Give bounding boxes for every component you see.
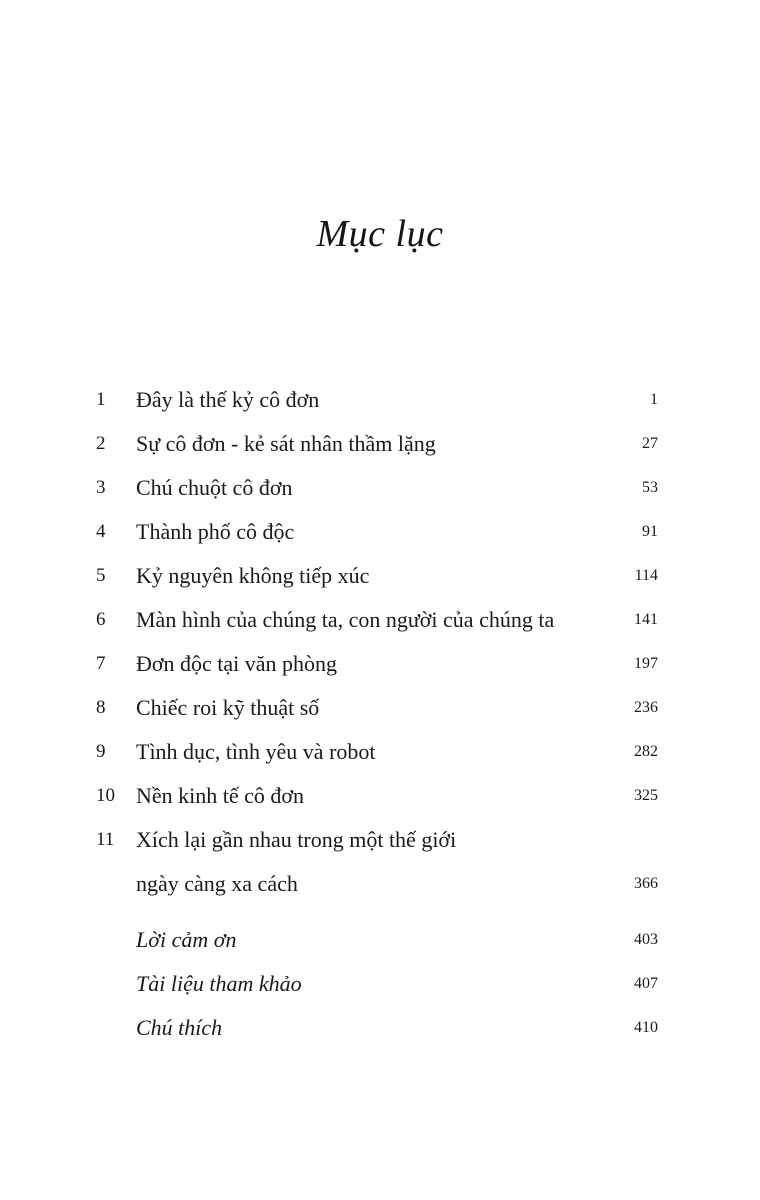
backmatter-title: Lời cảm ơn	[136, 927, 237, 952]
backmatter-page: 410	[634, 1019, 658, 1036]
chapter-number: 10	[96, 785, 115, 806]
chapter-number: 5	[96, 565, 106, 586]
toc-entry-4	[96, 510, 658, 554]
chapter-number: 8	[96, 697, 106, 718]
chapter-title: Màn hình của chúng ta, con người của chúng ta	[136, 607, 555, 632]
backmatter-references	[96, 962, 658, 1006]
toc-entry-10	[96, 774, 658, 818]
backmatter-list	[96, 918, 658, 1050]
backmatter-title: Chú thích	[136, 1015, 223, 1040]
chapter-page: 197	[634, 655, 658, 672]
chapter-page: 114	[634, 567, 658, 584]
toc-entry-2	[96, 422, 658, 466]
chapter-number: 6	[96, 609, 106, 630]
chapter-title: Chú chuột cô đơn	[136, 475, 293, 500]
chapter-title: Đơn độc tại văn phòng	[136, 651, 338, 676]
chapter-page: 366	[634, 875, 658, 892]
toc-entry-1	[96, 378, 658, 422]
backmatter-notes	[96, 1006, 658, 1050]
chapter-title: Thành phố cô độc	[136, 519, 295, 544]
chapter-number: 3	[96, 477, 106, 498]
backmatter-page: 403	[634, 931, 658, 948]
chapter-number: 1	[96, 389, 106, 410]
chapter-title-line-2: ngày càng xa cách	[136, 871, 298, 896]
toc-entry-7	[96, 642, 658, 686]
chapter-title: Chiếc roi kỹ thuật số	[136, 695, 320, 720]
chapter-page: 91	[642, 523, 658, 540]
chapter-title	[136, 818, 456, 906]
page-title: Mục lục	[316, 213, 444, 255]
backmatter-title: Tài liệu tham khảo	[136, 971, 302, 996]
chapter-page: 236	[634, 699, 658, 716]
toc-entry-9	[96, 730, 658, 774]
backmatter-acknowledgements	[96, 918, 658, 962]
chapter-title: Sự cô đơn - kẻ sát nhân thầm lặng	[136, 431, 436, 456]
toc-entry-6	[96, 598, 658, 642]
chapter-number: 2	[96, 433, 106, 454]
chapter-number: 4	[96, 521, 106, 542]
table-of-contents	[96, 378, 658, 906]
chapter-number: 7	[96, 653, 106, 674]
chapter-title: Đây là thế kỷ cô đơn	[136, 387, 320, 412]
chapter-page: 53	[642, 479, 658, 496]
chapter-page: 27	[642, 435, 658, 452]
backmatter-page: 407	[634, 975, 658, 992]
toc-entry-11	[96, 818, 658, 906]
chapter-title: Nền kinh tế cô đơn	[136, 783, 305, 808]
chapter-number: 11	[96, 829, 115, 850]
chapter-page: 1	[650, 391, 658, 408]
chapter-title: Kỷ nguyên không tiếp xúc	[136, 563, 370, 588]
toc-entry-5	[96, 554, 658, 598]
chapter-page: 141	[634, 611, 658, 628]
chapter-page: 282	[634, 743, 658, 760]
chapter-title-line-1: Xích lại gần nhau trong một thế giới	[136, 827, 457, 852]
toc-entry-3	[96, 466, 658, 510]
toc-entry-8	[96, 686, 658, 730]
chapter-page: 325	[634, 787, 658, 804]
chapter-number: 9	[96, 741, 106, 762]
chapter-title: Tình dục, tình yêu và robot	[136, 739, 376, 764]
